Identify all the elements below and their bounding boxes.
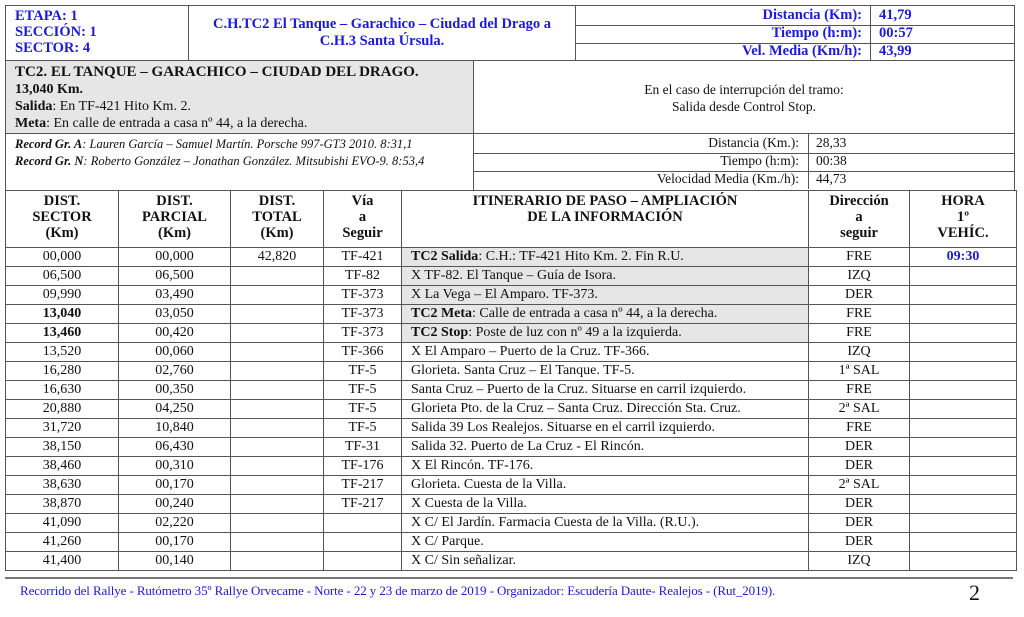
cell-direccion: DER [809, 533, 910, 552]
interruption-distance [474, 134, 1014, 154]
table-row [6, 362, 1017, 381]
table-row [6, 400, 1017, 419]
cell-hora [910, 419, 1017, 438]
cell-dist-total [231, 400, 324, 419]
cell-dist-sector: 13,520 [6, 343, 119, 362]
record-group-a-label: Record Gr. A [15, 137, 83, 151]
cell-via: TF-373 [324, 286, 402, 305]
cell-dist-sector: 16,630 [6, 381, 119, 400]
stage-start-label: Salida [15, 99, 53, 114]
cell-dist-parcial: 00,420 [119, 324, 231, 343]
cell-dist-sector: 09,990 [6, 286, 119, 305]
cell-via: TF-176 [324, 457, 402, 476]
cell-itinerario [402, 438, 809, 457]
cell-via: TF-217 [324, 495, 402, 514]
itinerario-text: X TF-82. El Tanque – Guía de Isora. [411, 268, 616, 283]
cell-via [324, 533, 402, 552]
cell-itinerario [402, 476, 809, 495]
interruption-line1: En el caso de interrupción del tramo: [644, 82, 844, 97]
cell-hora [910, 343, 1017, 362]
itinerario-text: X C/ Sin señalizar. [411, 553, 516, 568]
cell-dist-sector: 31,720 [6, 419, 119, 438]
cell-dist-total [231, 514, 324, 533]
cell-dist-parcial: 00,240 [119, 495, 231, 514]
cell-dist-total [231, 476, 324, 495]
interruption-speed-label: Velocidad Media (Km./h): [474, 170, 809, 189]
record-group-n-text: : Roberto González – Jonathan González. Mitsubishi EVO-9. 8:53,4 [83, 154, 425, 168]
cell-hora [910, 381, 1017, 400]
cell-via: TF-5 [324, 362, 402, 381]
stage-length: 13,040 Km. [15, 82, 84, 97]
section-stats [575, 5, 1015, 61]
record-group-n [15, 153, 473, 170]
cell-dist-sector: 13,040 [6, 305, 119, 324]
route-table [5, 190, 1017, 571]
itinerario-control-label: TC2 Salida [411, 249, 479, 264]
table-row [6, 305, 1017, 324]
cell-direccion: DER [809, 457, 910, 476]
itinerario-text: Glorieta Pto. de la Cruz – Santa Cruz. Dirección Sta. Cruz. [411, 401, 741, 416]
cell-itinerario [402, 495, 809, 514]
itinerario-text: Santa Cruz – Puerto de la Cruz. Situarse en carril izquierdo. [411, 382, 747, 397]
cell-dist-total [231, 381, 324, 400]
table-row [6, 419, 1017, 438]
section-title [188, 5, 576, 61]
stat-speed-label: Vel. Media (Km/h): [576, 42, 871, 61]
cell-via: TF-5 [324, 381, 402, 400]
cell-dist-sector: 41,260 [6, 533, 119, 552]
cell-direccion: DER [809, 438, 910, 457]
cell-via: TF-5 [324, 400, 402, 419]
table-row [6, 552, 1017, 571]
cell-dist-parcial: 04,250 [119, 400, 231, 419]
cell-dist-sector: 20,880 [6, 400, 119, 419]
record-group-n-label: Record Gr. N [15, 154, 84, 168]
cell-hora [910, 514, 1017, 533]
cell-itinerario [402, 552, 809, 571]
table-row [6, 267, 1017, 286]
cell-direccion: FRE [809, 248, 910, 267]
footer-text: Recorrido del Rallye - Rutómetro 35º Rallye Orvecame - Norte - 22 y 23 de marzo de 2019 - Organizador: Escudería Daute- Realejos - (Rut_2019). [20, 583, 776, 598]
seccion-label: SECCIÓN: 1 [15, 24, 97, 40]
cell-direccion: FRE [809, 381, 910, 400]
sector-label: SECTOR: 4 [15, 40, 91, 56]
cell-hora [910, 362, 1017, 381]
itinerario-text: X C/ Parque. [411, 534, 484, 549]
interruption-note [473, 60, 1015, 134]
cell-hora [910, 438, 1017, 457]
cell-direccion: DER [809, 495, 910, 514]
cell-dist-parcial: 02,760 [119, 362, 231, 381]
stat-time [576, 24, 1014, 44]
cell-dist-sector: 38,870 [6, 495, 119, 514]
interruption-stats [473, 133, 1015, 191]
cell-hora [910, 305, 1017, 324]
cell-dist-parcial: 00,310 [119, 457, 231, 476]
stat-distance [576, 6, 1014, 26]
itinerario-text: Salida 32. Puerto de La Cruz - El Rincón. [411, 439, 645, 454]
itinerario-text: X Cuesta de la Villa. [411, 496, 527, 511]
interruption-distance-label: Distancia (Km.): [474, 134, 809, 153]
cell-direccion: FRE [809, 324, 910, 343]
table-row [6, 248, 1017, 267]
interruption-time-value: 00:38 [816, 153, 847, 168]
stat-time-value: 00:57 [879, 25, 913, 41]
stat-speed-value: 43,99 [879, 43, 912, 59]
cell-hora [910, 495, 1017, 514]
cell-itinerario [402, 457, 809, 476]
cell-via [324, 552, 402, 571]
cell-direccion: FRE [809, 305, 910, 324]
itinerario-text: X El Amparo – Puerto de la Cruz. TF-366. [411, 344, 650, 359]
col-itinerario: ITINERARIO DE PASO – AMPLIACIÓN DE LA INFORMACIÓN [402, 191, 809, 248]
route-table-body [6, 248, 1017, 571]
cell-via: TF-5 [324, 419, 402, 438]
interruption-line2: Salida desde Control Stop. [672, 99, 816, 114]
cell-dist-total [231, 286, 324, 305]
cell-dist-sector: 06,500 [6, 267, 119, 286]
cell-dist-parcial: 02,220 [119, 514, 231, 533]
cell-hora [910, 457, 1017, 476]
itinerario-text: Salida 39 Los Realejos. Situarse en el carril izquierdo. [411, 420, 716, 435]
stat-time-label: Tiempo (h:m): [576, 24, 871, 43]
table-row [6, 438, 1017, 457]
col-direccion: Dirección a seguir [809, 191, 910, 248]
interruption-time [474, 152, 1014, 172]
cell-direccion: IZQ [809, 343, 910, 362]
interruption-speed [474, 170, 1014, 189]
itinerario-text: : Poste de luz con nº 49 a la izquierda. [468, 325, 682, 340]
cell-itinerario [402, 267, 809, 286]
cell-itinerario [402, 400, 809, 419]
record-group-a [15, 136, 473, 153]
stage-info [5, 60, 474, 134]
stage-start-text: : En TF-421 Hito Km. 2. [52, 99, 191, 114]
col-via: Vía a Seguir [324, 191, 402, 248]
itinerario-text: : Calle de entrada a casa nº 44, a la derecha. [472, 306, 718, 321]
cell-itinerario [402, 381, 809, 400]
cell-direccion: 2ª SAL [809, 400, 910, 419]
cell-dist-sector: 41,400 [6, 552, 119, 571]
cell-dist-sector: 38,460 [6, 457, 119, 476]
footer-divider [5, 577, 1013, 579]
col-dist-parcial: DIST. PARCIAL (Km) [119, 191, 231, 248]
cell-via [324, 514, 402, 533]
col-dist-sector: DIST. SECTOR (Km) [6, 191, 119, 248]
cell-hora [910, 324, 1017, 343]
cell-dist-total [231, 552, 324, 571]
interruption-time-label: Tiempo (h:m): [474, 152, 809, 171]
table-row [6, 457, 1017, 476]
cell-itinerario [402, 324, 809, 343]
itinerario-text: X El Rincón. TF-176. [411, 458, 534, 473]
cell-direccion: FRE [809, 419, 910, 438]
cell-direccion: IZQ [809, 267, 910, 286]
table-row [6, 476, 1017, 495]
cell-dist-parcial: 03,050 [119, 305, 231, 324]
cell-dist-total [231, 457, 324, 476]
interruption-speed-value: 44,73 [816, 171, 847, 186]
table-row [6, 495, 1017, 514]
cell-via: TF-31 [324, 438, 402, 457]
cell-via: TF-421 [324, 248, 402, 267]
cell-itinerario [402, 419, 809, 438]
cell-dist-parcial: 00,060 [119, 343, 231, 362]
cell-itinerario [402, 514, 809, 533]
record-group-a-text: : Lauren García – Samuel Martín. Porsche 997-GT3 2010. 8:31,1 [82, 137, 413, 151]
stage-identifiers [5, 5, 189, 61]
cell-dist-total [231, 305, 324, 324]
cell-hora [910, 552, 1017, 571]
cell-hora [910, 533, 1017, 552]
cell-direccion: IZQ [809, 552, 910, 571]
cell-dist-sector: 16,280 [6, 362, 119, 381]
itinerario-text: : C.H.: TF-421 Hito Km. 2. Fin R.U. [478, 249, 684, 264]
cell-hora [910, 400, 1017, 419]
cell-itinerario [402, 533, 809, 552]
cell-dist-parcial: 06,430 [119, 438, 231, 457]
stat-distance-value: 41,79 [879, 7, 912, 23]
stage-finish-text: : En calle de entrada a casa nº 44, a la derecha. [46, 116, 308, 131]
col-hora: HORA 1º VEHÍC. [910, 191, 1017, 248]
cell-dist-total [231, 343, 324, 362]
cell-direccion: DER [809, 514, 910, 533]
cell-dist-sector: 41,090 [6, 514, 119, 533]
stat-distance-label: Distancia (Km): [576, 6, 871, 25]
cell-itinerario [402, 343, 809, 362]
cell-via: TF-217 [324, 476, 402, 495]
cell-via: TF-82 [324, 267, 402, 286]
itinerario-control-label: TC2 Stop [411, 325, 469, 340]
cell-via: TF-373 [324, 305, 402, 324]
itinerario-text: X C/ El Jardín. Farmacia Cuesta de la Villa. (R.U.). [411, 515, 700, 530]
table-row [6, 533, 1017, 552]
cell-itinerario [402, 286, 809, 305]
table-header-row [6, 191, 1017, 248]
cell-dist-parcial: 03,490 [119, 286, 231, 305]
cell-itinerario [402, 305, 809, 324]
page-number: 2 [969, 580, 980, 605]
itinerario-text: Glorieta. Santa Cruz – El Tanque. TF-5. [411, 363, 635, 378]
table-row [6, 286, 1017, 305]
cell-dist-total: 42,820 [231, 248, 324, 267]
cell-direccion: 1ª SAL [809, 362, 910, 381]
table-row [6, 324, 1017, 343]
interruption-distance-value: 28,33 [816, 135, 847, 150]
cell-dist-total [231, 533, 324, 552]
cell-dist-total [231, 495, 324, 514]
cell-hora: 09:30 [910, 248, 1017, 267]
stage-start [15, 98, 473, 115]
cell-hora [910, 476, 1017, 495]
itinerario-text: X La Vega – El Amparo. TF-373. [411, 287, 598, 302]
cell-via: TF-366 [324, 343, 402, 362]
cell-dist-parcial: 10,840 [119, 419, 231, 438]
cell-hora [910, 267, 1017, 286]
cell-dist-parcial: 00,170 [119, 533, 231, 552]
cell-via: TF-373 [324, 324, 402, 343]
cell-dist-parcial: 00,350 [119, 381, 231, 400]
table-row [6, 343, 1017, 362]
itinerario-text: Glorieta. Cuesta de la Villa. [411, 477, 567, 492]
cell-dist-parcial: 00,000 [119, 248, 231, 267]
section-title-line2: C.H.3 Santa Úrsula. [319, 33, 445, 49]
cell-direccion: 2ª SAL [809, 476, 910, 495]
table-row [6, 514, 1017, 533]
itinerario-control-label: TC2 Meta [411, 306, 473, 321]
cell-direccion: DER [809, 286, 910, 305]
cell-dist-total [231, 438, 324, 457]
cell-dist-sector: 13,460 [6, 324, 119, 343]
etapa-label: ETAPA: 1 [15, 8, 78, 24]
stage-finish [15, 115, 473, 132]
cell-hora [910, 286, 1017, 305]
cell-dist-total [231, 267, 324, 286]
section-title-line1: C.H.TC2 El Tanque – Garachico – Ciudad del Drago a [213, 16, 551, 32]
cell-itinerario [402, 362, 809, 381]
stage-records [5, 133, 474, 191]
cell-dist-sector: 00,000 [6, 248, 119, 267]
stage-title: TC2. EL TANQUE – GARACHICO – CIUDAD DEL DRAGO. [15, 64, 419, 80]
cell-dist-parcial: 00,170 [119, 476, 231, 495]
cell-dist-total [231, 419, 324, 438]
stage-finish-label: Meta [15, 116, 47, 131]
cell-dist-parcial: 00,140 [119, 552, 231, 571]
cell-dist-total [231, 362, 324, 381]
cell-itinerario [402, 248, 809, 267]
table-row [6, 381, 1017, 400]
cell-dist-sector: 38,150 [6, 438, 119, 457]
stat-speed [576, 42, 1014, 61]
cell-dist-sector: 38,630 [6, 476, 119, 495]
col-dist-total: DIST. TOTAL (Km) [231, 191, 324, 248]
cell-dist-total [231, 324, 324, 343]
cell-dist-parcial: 06,500 [119, 267, 231, 286]
